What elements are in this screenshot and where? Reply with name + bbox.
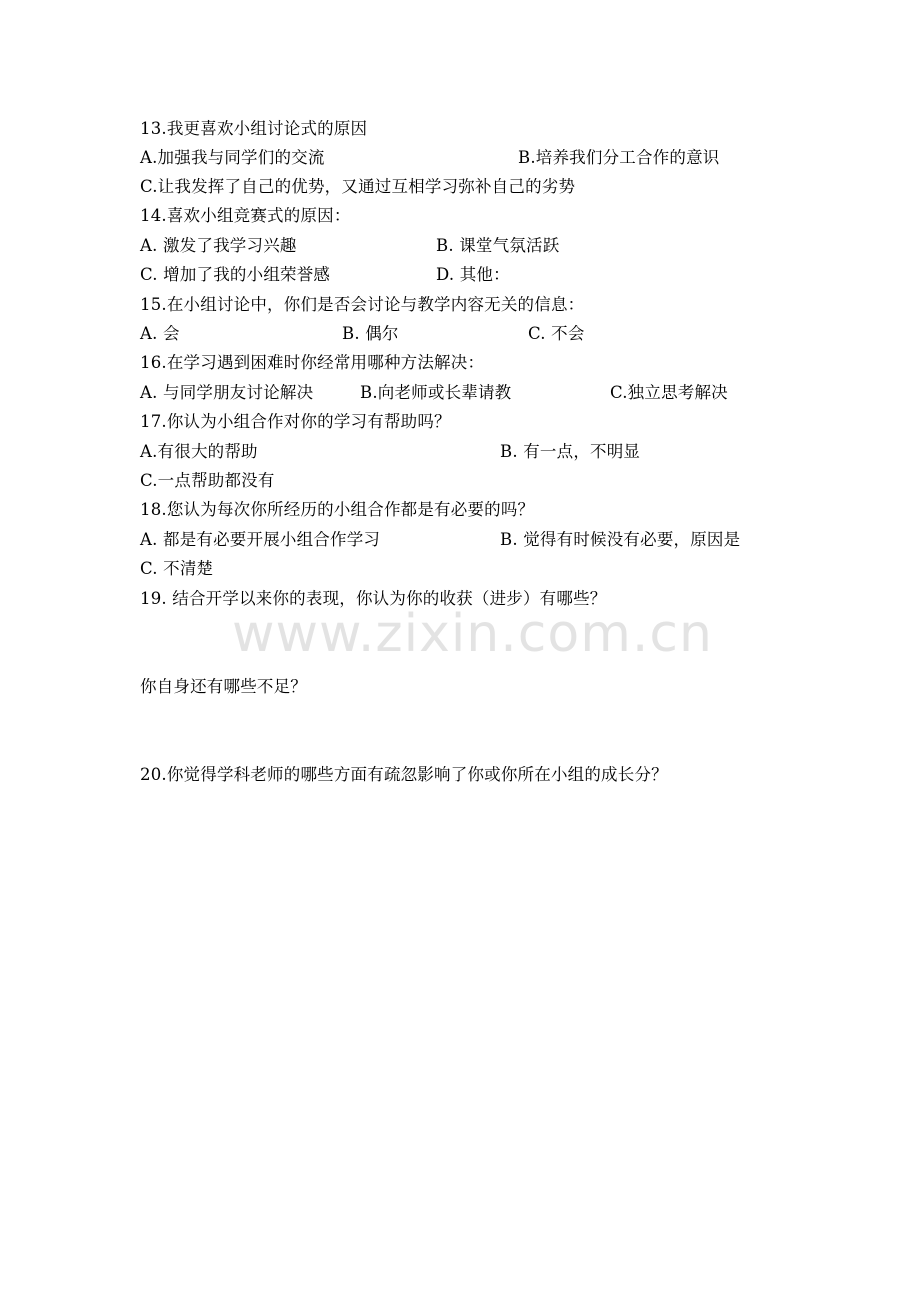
q15-option-b: B. 偶尔 [342, 324, 399, 343]
question-13: 13.我更喜欢小组讨论式的原因 [140, 119, 368, 138]
q18-option-a: A. 都是有必要开展小组合作学习 [140, 530, 381, 549]
q14-option-c: C. 增加了我的小组荣誉感 [140, 265, 331, 284]
q14-option-d: D. 其他： [436, 265, 510, 284]
q17-option-b: B. 有一点，不明显 [500, 442, 641, 461]
watermark: www.zixin.com.cn [232, 604, 713, 664]
question-14-options-row-1 [140, 231, 880, 260]
q15-option-a: A. 会 [140, 324, 180, 343]
q16-option-a: A. 与同学朋友讨论解决 [140, 383, 314, 402]
question-20: 20.你觉得学科老师的哪些方面有疏忽影响了你或你所在小组的成长分？ [140, 765, 668, 784]
q14-option-a: A. 激发了我学习兴趣 [140, 236, 297, 255]
question-15-options-row [140, 319, 880, 348]
q17-option-a: A.有很大的帮助 [140, 442, 258, 461]
q17-option-c: C.一点帮助都没有 [140, 471, 275, 490]
question-13-options-row [140, 143, 880, 172]
q18-option-b: B. 觉得有时候没有必要，原因是 [500, 530, 741, 549]
q18-option-c: C. 不清楚 [140, 559, 214, 578]
question-14: 14.喜欢小组竞赛式的原因： [140, 206, 351, 225]
question-19-followup: 你自身还有哪些不足？ [140, 677, 307, 696]
question-16: 16.在学习遇到困难时你经常用哪种方法解决： [140, 353, 485, 372]
question-14-options-row-2 [140, 260, 880, 289]
q14-option-b: B. 课堂气氛活跃 [436, 236, 560, 255]
q13-option-c: C.让我发挥了自己的优势，又通过互相学习弥补自己的劣势 [140, 177, 576, 196]
question-17-options-row [140, 437, 880, 466]
question-16-options-row [140, 378, 880, 407]
question-15: 15.在小组讨论中，你们是否会讨论与教学内容无关的信息： [140, 295, 585, 314]
q15-option-c: C. 不会 [528, 324, 585, 343]
q13-option-b: B.培养我们分工合作的意识 [518, 148, 720, 167]
question-17: 17.你认为小组合作对你的学习有帮助吗？ [140, 412, 451, 431]
question-18-options-row [140, 525, 880, 554]
q16-option-b: B.向老师或长辈请教 [360, 383, 512, 402]
question-18: 18.您认为每次你所经历的小组合作都是有必要的吗？ [140, 500, 535, 519]
q13-option-a: A.加强我与同学们的交流 [140, 148, 325, 167]
question-19: 19. 结合开学以来你的表现，你认为你的收获（进步）有哪些？ [140, 589, 607, 608]
q16-option-c: C.独立思考解决 [610, 383, 728, 402]
